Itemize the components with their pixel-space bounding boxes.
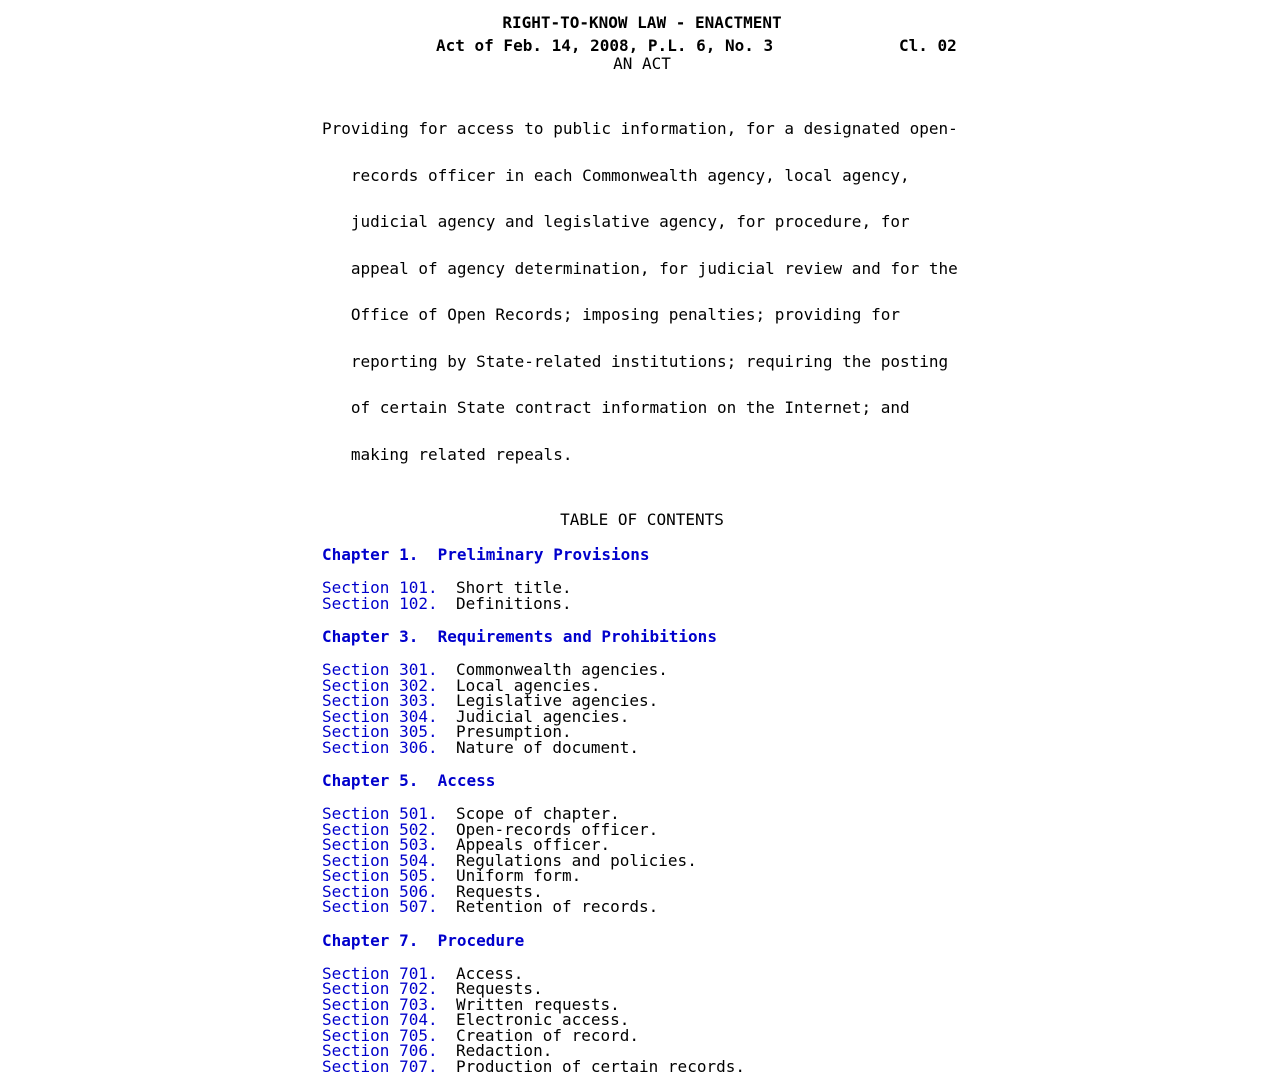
section-title: Short title.	[456, 578, 572, 597]
section-link[interactable]: Section 706.	[322, 1041, 438, 1060]
section-link[interactable]: Section 506.	[322, 881, 438, 901]
chapter-link[interactable]: Chapter 5. Access	[322, 771, 496, 790]
toc-entry	[322, 899, 962, 915]
class-code: Cl. 02	[899, 36, 957, 55]
section-title: Local agencies.	[456, 675, 601, 695]
section-link[interactable]: Section 301.	[322, 660, 438, 679]
section-link[interactable]: Section 703.	[322, 994, 438, 1014]
section-link[interactable]: Section 501.	[322, 804, 438, 823]
section-link[interactable]: Section 705.	[322, 1025, 438, 1045]
section-link[interactable]: Section 503.	[322, 835, 438, 854]
toc-entry	[322, 981, 962, 997]
section-title: Retention of records.	[456, 897, 659, 916]
preamble-line: Office of Open Records; imposing penalties; providing for	[322, 305, 900, 324]
preamble-line: records officer in each Commonwealth agency, local agency,	[322, 165, 910, 185]
toc-entry	[322, 819, 962, 839]
section-link[interactable]: Section 702.	[322, 979, 438, 998]
section-title: Appeals officer.	[456, 835, 611, 854]
section-title: Access.	[456, 963, 524, 983]
section-title: Nature of document.	[456, 737, 640, 757]
toc-entry	[322, 994, 962, 1014]
toc-entry	[322, 593, 962, 613]
section-link[interactable]: Section 305.	[322, 722, 438, 741]
section-title: Definitions.	[456, 593, 572, 613]
section-link[interactable]: Section 701.	[322, 963, 438, 983]
section-link[interactable]: Section 306.	[322, 737, 438, 757]
section-link[interactable]: Section 504.	[322, 850, 438, 870]
chapter-link[interactable]: Chapter 1. Preliminary Provisions	[322, 545, 650, 564]
preamble-line: Providing for access to public information, for a designated open-	[322, 119, 958, 138]
chapter-link[interactable]: Chapter 3. Requirements and Prohibitions	[322, 627, 717, 646]
section-link[interactable]: Section 101.	[322, 578, 438, 597]
section-title: Written requests.	[456, 994, 620, 1014]
section-link[interactable]: Section 302.	[322, 675, 438, 695]
section-link[interactable]: Section 704.	[322, 1010, 438, 1029]
section-link[interactable]: Section 707.	[322, 1056, 438, 1076]
section-title: Scope of chapter.	[456, 804, 620, 823]
toc-entry	[322, 868, 962, 884]
toc-entry	[322, 1012, 962, 1028]
section-link[interactable]: Section 304.	[322, 706, 438, 726]
toc-entry	[322, 1056, 962, 1076]
section-title: Judicial agencies.	[456, 706, 630, 726]
section-title: Redaction.	[456, 1041, 553, 1060]
section-title: Regulations and policies.	[456, 850, 697, 870]
section-link[interactable]: Section 507.	[322, 897, 438, 916]
section-link[interactable]: Section 505.	[322, 866, 438, 885]
toc-entry	[322, 737, 962, 757]
chapter-link[interactable]: Chapter 7. Procedure	[322, 930, 525, 950]
section-title: Requests.	[456, 979, 543, 998]
toc-entry	[322, 963, 962, 983]
preamble-line: making related repeals.	[322, 444, 573, 464]
section-title: Production of certain records.	[456, 1056, 745, 1076]
section-title: Presumption.	[456, 722, 572, 741]
section-title: Electronic access.	[456, 1010, 630, 1029]
preamble-line: of certain State contract information on the Internet; and	[322, 398, 910, 417]
section-title: Creation of record.	[456, 1025, 640, 1045]
preamble	[322, 90, 962, 493]
section-link[interactable]: Section 102.	[322, 593, 438, 613]
toc-entry	[322, 850, 962, 870]
preamble-line: reporting by State-related institutions; requiring the posting	[322, 351, 949, 371]
act-citation-row	[322, 34, 962, 57]
preamble-line: judicial agency and legislative agency, for procedure, for	[322, 212, 910, 231]
section-title: Requests.	[456, 881, 543, 901]
section-title: Commonwealth agencies.	[456, 660, 668, 679]
section-title: Uniform form.	[456, 866, 582, 885]
toc-title: TABLE OF CONTENTS	[560, 510, 724, 529]
toc-entry	[322, 1025, 962, 1045]
section-link[interactable]: Section 502.	[322, 819, 438, 839]
law-title: RIGHT-TO-KNOW LAW - ENACTMENT	[502, 13, 782, 32]
document	[322, 11, 962, 1074]
preamble-line: appeal of agency determination, for judicial review and for the	[322, 258, 958, 278]
section-link[interactable]: Section 303.	[322, 691, 438, 710]
section-title: Open-records officer.	[456, 819, 659, 839]
an-act-heading: AN ACT	[613, 54, 671, 73]
section-title: Legislative agencies.	[456, 691, 659, 710]
act-citation: Act of Feb. 14, 2008, P.L. 6, No. 3	[436, 36, 774, 55]
